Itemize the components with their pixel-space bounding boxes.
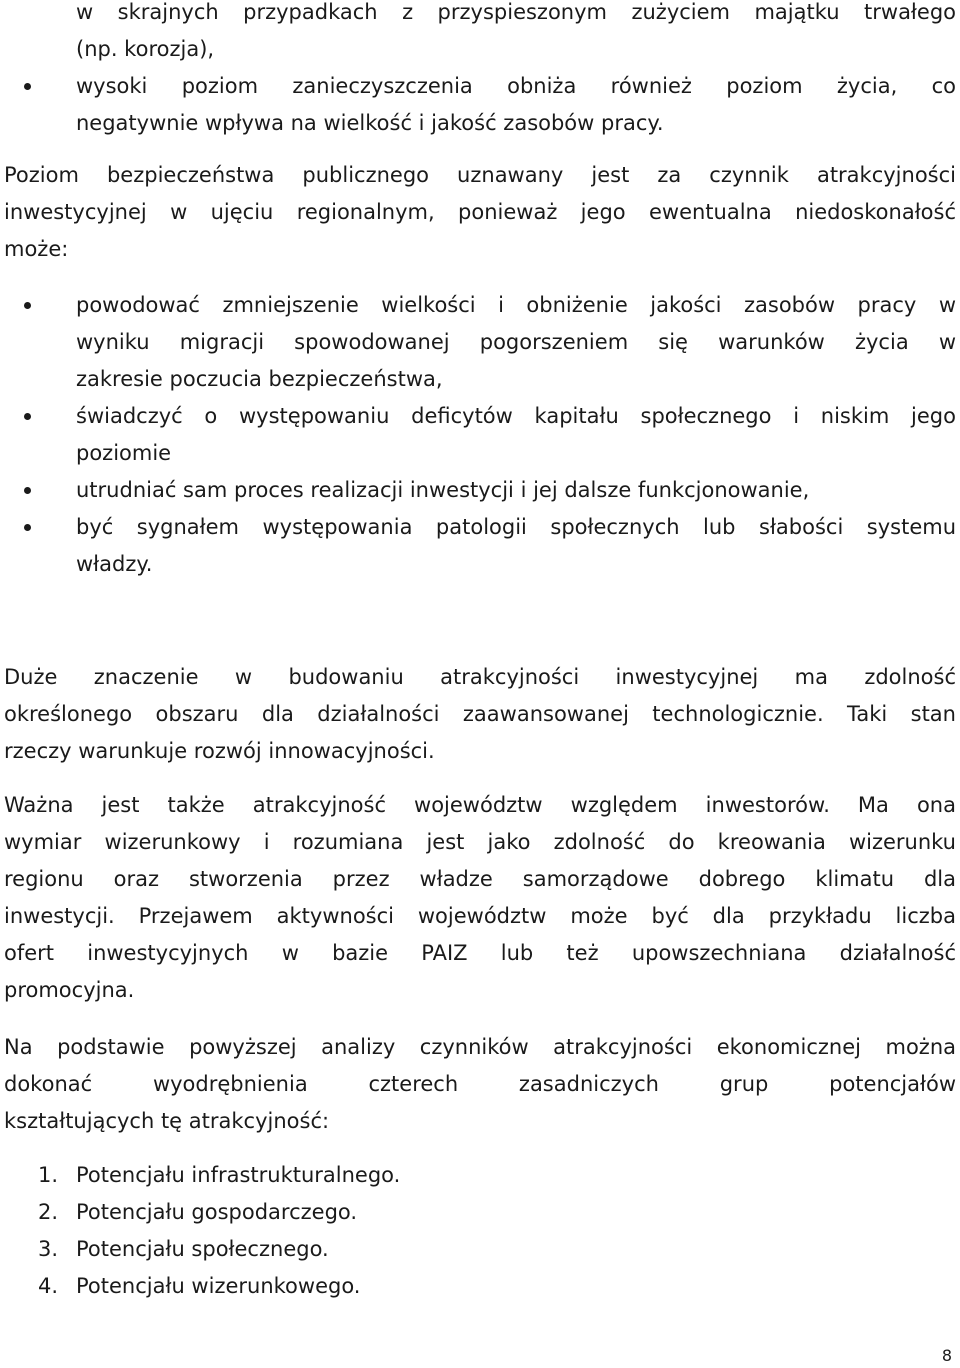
text-line: określonego obszaru dla działalności zaawansowanej technologicznie. Taki stan: [4, 702, 956, 726]
list-number: 4.: [38, 1274, 59, 1298]
text-line: powodować zmniejszenie wielkości i obniżenie jakości zasobów pracy w: [76, 293, 956, 317]
text-line: Duże znaczenie w budowaniu atrakcyjności inwestycyjnej ma zdolność: [4, 665, 956, 689]
paragraph: [4, 787, 956, 1009]
text-line: w skrajnych przypadkach z przyspieszonym zużyciem majątku trwałego: [76, 0, 956, 24]
text-line: kształtujących tę atrakcyjność:: [4, 1109, 330, 1133]
text-line: ofert inwestycyjnych w bazie PAIZ lub też upowszechniana działalność: [4, 941, 956, 965]
numbered-item: [4, 1231, 956, 1268]
bullet-list: [4, 287, 956, 583]
bullet-icon: [24, 83, 31, 90]
text-line: Potencjału wizerunkowego.: [76, 1274, 361, 1298]
paragraph: [4, 157, 956, 268]
page-number: 8: [941, 1346, 952, 1365]
text-line: Na podstawie powyższej analizy czynników atrakcyjności ekonomicznej można: [4, 1035, 956, 1059]
bullet-item: [4, 398, 956, 472]
text-line: świadczyć o występowaniu deficytów kapitału społecznego i niskim jego: [76, 404, 956, 428]
text-line: wyniku migracji spowodowanej pogorszeniem się warunków życia w: [76, 330, 956, 354]
numbered-item: [4, 1194, 956, 1231]
text-line: wymiar wizerunkowy i rozumiana jest jako zdolność do kreowania wizerunku: [4, 830, 956, 854]
bullet-item: [4, 287, 956, 398]
text-line: utrudniać sam proces realizacji inwestycji i jej dalsze funkcjonowanie,: [76, 478, 810, 502]
list-item-continuation: [4, 0, 956, 68]
text-line: Poziom bezpieczeństwa publicznego uznawany jest za czynnik atrakcyjności: [4, 163, 956, 187]
text-line: rzeczy warunkuje rozwój innowacyjności.: [4, 739, 435, 763]
text-line: dokonać wyodrębnienia czterech zasadniczych grup potencjałów: [4, 1072, 956, 1096]
text-line: być sygnałem występowania patologii społecznych lub słabości systemu: [76, 515, 956, 539]
numbered-item: [4, 1268, 956, 1305]
text-line: inwestycyjnej w ujęciu regionalnym, ponieważ jego ewentualna niedoskonałość: [4, 200, 956, 224]
text-line: może:: [4, 237, 69, 261]
list-number: 2.: [38, 1200, 59, 1224]
document-page: [4, 0, 956, 1368]
text-line: zakresie poczucia bezpieczeństwa,: [76, 367, 443, 391]
list-number: 1.: [38, 1163, 59, 1187]
text-line: regionu oraz stworzenia przez władze samorządowe dobrego klimatu dla: [4, 867, 956, 891]
text-line: poziomie: [76, 441, 172, 465]
text-line: Potencjału infrastrukturalnego.: [76, 1163, 401, 1187]
bullet-icon: [24, 413, 31, 420]
text-line: (np. korozja),: [76, 37, 215, 61]
bullet-icon: [24, 302, 31, 309]
text-line: Potencjału społecznego.: [76, 1237, 329, 1261]
text-line: Ważna jest także atrakcyjność województw względem inwestorów. Ma ona: [4, 793, 956, 817]
text-line: wysoki poziom zanieczyszczenia obniża również poziom życia, co: [76, 74, 956, 98]
text-line: inwestycji. Przejawem aktywności województw może być dla przykładu liczba: [4, 904, 956, 928]
list-number: 3.: [38, 1237, 59, 1261]
text-line: Potencjału gospodarczego.: [76, 1200, 358, 1224]
bullet-icon: [24, 524, 31, 531]
text-line: władzy.: [76, 552, 153, 576]
paragraph: [4, 1029, 956, 1140]
bullet-icon: [24, 487, 31, 494]
text-line: negatywnie wpływa na wielkość i jakość zasobów pracy.: [76, 111, 664, 135]
bullet-item: [4, 68, 956, 142]
numbered-item: [4, 1157, 956, 1194]
text-line: promocyjna.: [4, 978, 135, 1002]
bullet-item: [4, 509, 956, 583]
paragraph: [4, 659, 956, 770]
bullet-item: [4, 472, 956, 509]
numbered-list: [4, 1157, 956, 1305]
